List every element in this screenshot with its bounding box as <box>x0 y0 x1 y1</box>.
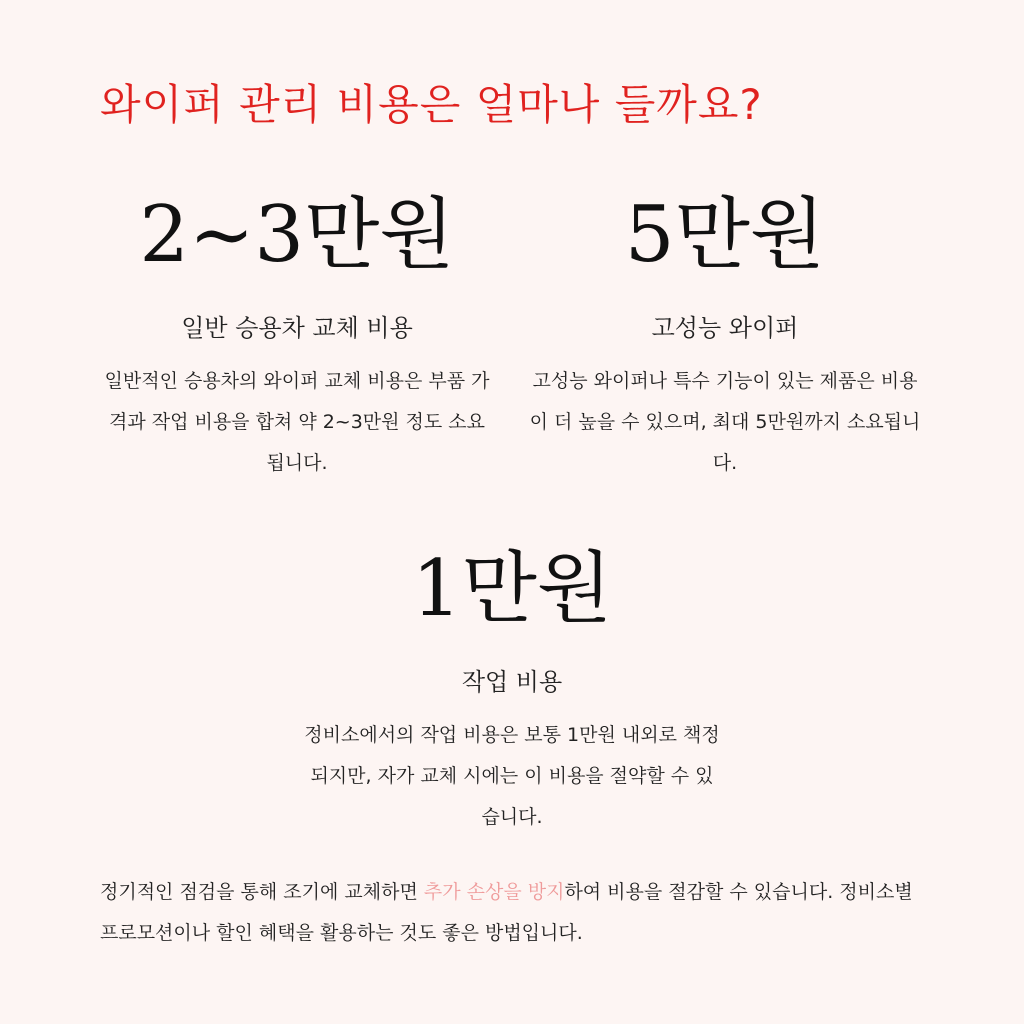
cost-subtitle: 고성능 와이퍼 <box>651 314 799 342</box>
page-title: 와이퍼 관리 비용은 얼마나 들까요? <box>100 80 763 129</box>
cost-card-regular <box>100 190 494 484</box>
cost-description: 고성능 와이퍼나 특수 기능이 있는 제품은 비용이 더 높을 수 있으며, 최대 5만원까지 소요됩니다. <box>529 370 921 474</box>
cost-description: 일반적인 승용차의 와이퍼 교체 비용은 부품 가격과 작업 비용을 합쳐 약 2~3만원 정도 소요됩니다. <box>104 370 490 474</box>
cost-subtitle: 일반 승용차 교체 비용 <box>181 314 413 342</box>
cost-amount: 1만원 <box>411 544 613 634</box>
footer-highlight: 추가 손상을 방지 <box>423 881 565 903</box>
cost-subtitle: 작업 비용 <box>461 668 563 696</box>
footer-note <box>100 872 920 954</box>
cost-description: 정비소에서의 작업 비용은 보통 1만원 내외로 책정되지만, 자가 교체 시에는 이 비용을 절약할 수 있습니다. <box>304 724 720 828</box>
cost-amount: 2~3만원 <box>139 190 455 280</box>
footer-text-after: 하여 비용을 절감할 수 있습니다. 정비소별 프로모션이나 할인 혜택을 활용하는 것도 좋은 방법입니다. <box>100 881 913 944</box>
cost-card-labor <box>302 544 722 838</box>
footer-text-before: 정기적인 점검을 통해 조기에 교체하면 <box>100 881 424 903</box>
cost-amount: 5만원 <box>624 190 826 280</box>
cost-card-premium <box>528 190 922 484</box>
